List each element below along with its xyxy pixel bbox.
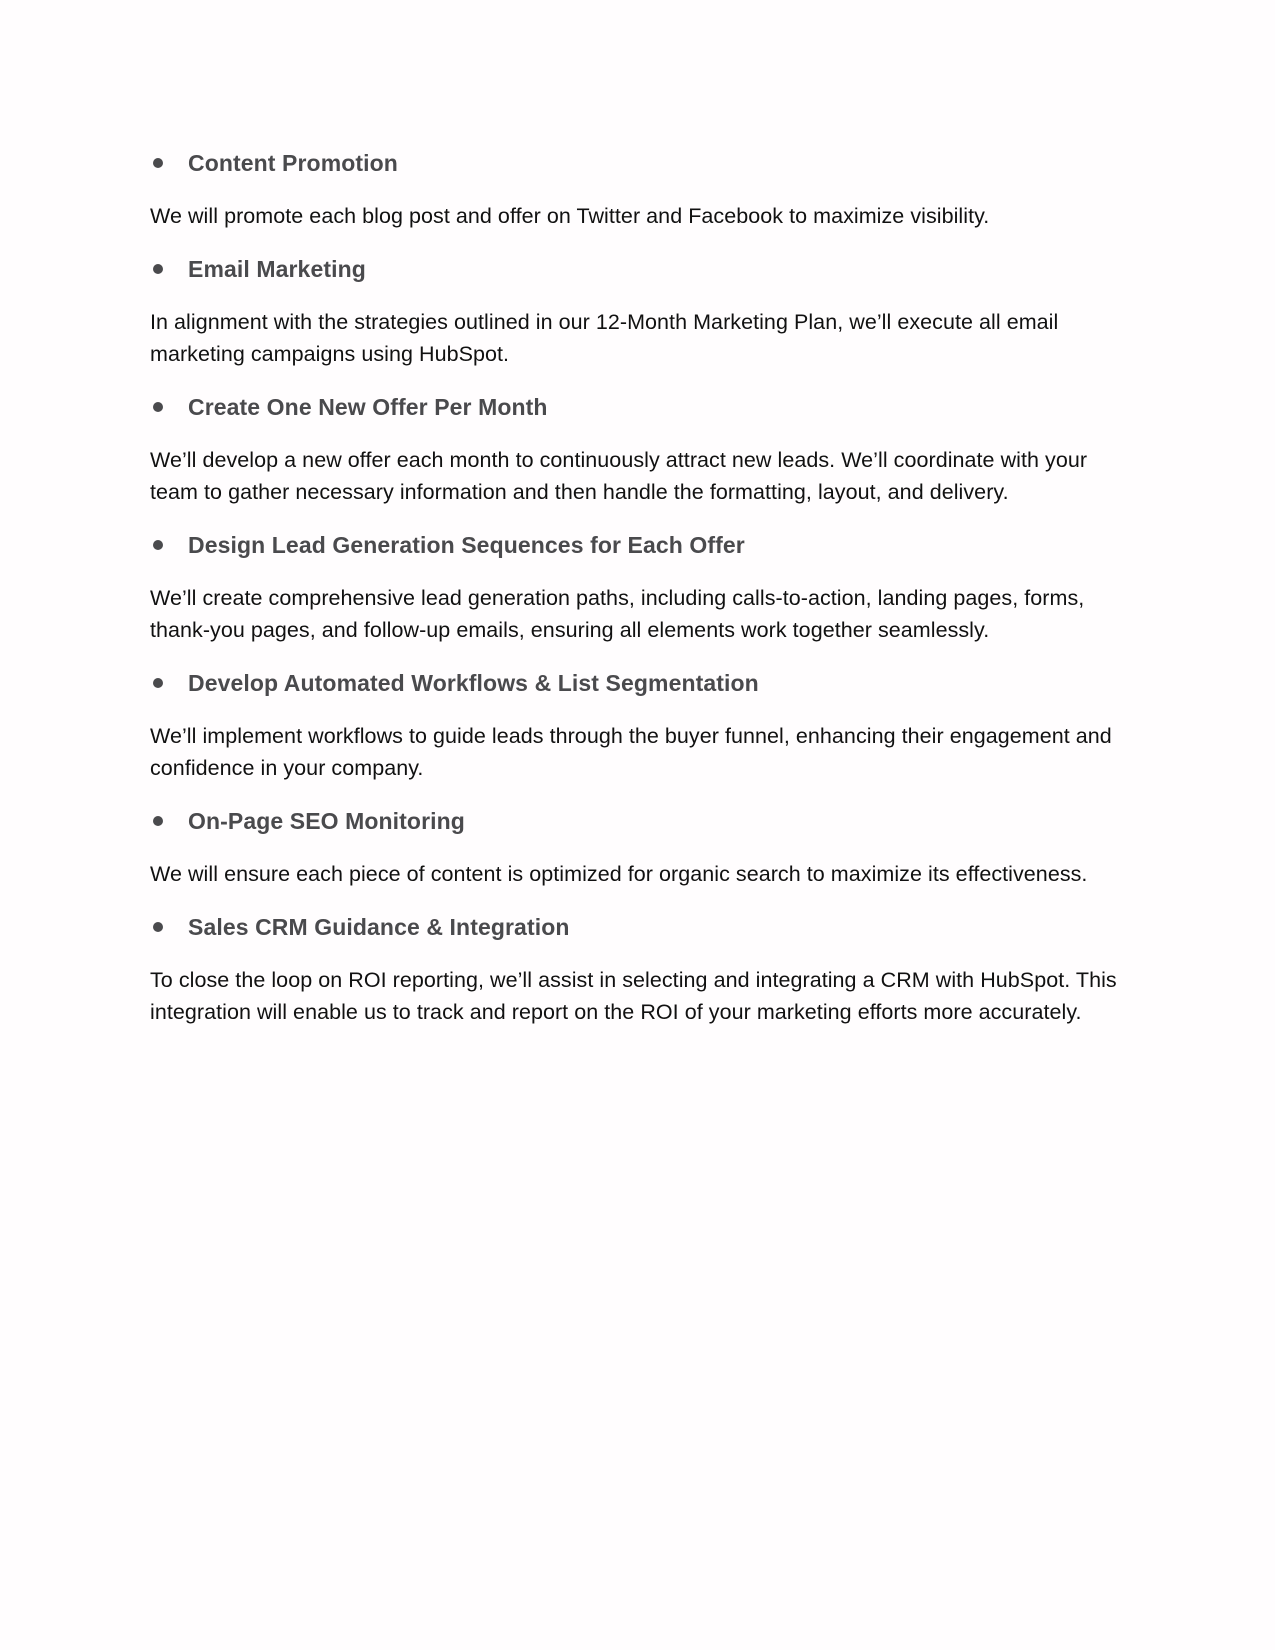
- section-body: We will ensure each piece of content is optimized for organic search to maximize its effectiveness.: [150, 862, 1088, 886]
- section-seo-monitoring: [150, 804, 1130, 890]
- document-content: [150, 146, 1130, 1048]
- bullet-icon: [153, 540, 163, 550]
- section-body: In alignment with the strategies outlined in our 12-Month Marketing Plan, we’ll execute all email marketing campaigns using HubSpot.: [150, 310, 1059, 366]
- section-heading-text: Sales CRM Guidance & Integration: [188, 913, 570, 940]
- bullet-icon: [153, 402, 163, 412]
- section-heading-text: Create One New Offer Per Month: [188, 393, 548, 420]
- section-heading-text: Email Marketing: [188, 255, 366, 282]
- section-heading-text: Design Lead Generation Sequences for Each Offer: [188, 531, 745, 558]
- section-new-offer: [150, 390, 1130, 508]
- section-heading: [150, 252, 1130, 286]
- section-crm-integration: [150, 910, 1130, 1028]
- section-heading-text: Content Promotion: [188, 149, 398, 176]
- section-heading-text: On-Page SEO Monitoring: [188, 807, 465, 834]
- section-heading-text: Develop Automated Workflows & List Segmentation: [188, 669, 759, 696]
- section-body: We will promote each blog post and offer on Twitter and Facebook to maximize visibility.: [150, 204, 990, 228]
- section-email-marketing: [150, 252, 1130, 370]
- bullet-icon: [153, 922, 163, 932]
- bullet-icon: [153, 816, 163, 826]
- section-content-promotion: [150, 146, 1130, 232]
- section-body: To close the loop on ROI reporting, we’ll assist in selecting and integrating a CRM with HubSpot. This integration will enable us to track and report on the ROI of your marketing efforts more accurately.: [150, 968, 1117, 1024]
- bullet-icon: [153, 158, 163, 168]
- section-body: We’ll create comprehensive lead generation paths, including calls-to-action, landing pages, forms, thank-you pages, and follow-up emails, ensuring all elements work together seamlessly.: [150, 586, 1085, 642]
- section-heading: [150, 804, 1130, 838]
- bullet-icon: [153, 678, 163, 688]
- section-heading: [150, 528, 1130, 562]
- section-heading: [150, 666, 1130, 700]
- section-body: We’ll implement workflows to guide leads through the buyer funnel, enhancing their engagement and confidence in your company.: [150, 724, 1112, 780]
- section-heading: [150, 910, 1130, 944]
- section-body: We’ll develop a new offer each month to continuously attract new leads. We’ll coordinate with your team to gather necessary information and then handle the formatting, layout, and delivery.: [150, 448, 1088, 504]
- section-lead-generation: [150, 528, 1130, 646]
- section-heading: [150, 146, 1130, 180]
- section-workflows: [150, 666, 1130, 784]
- bullet-icon: [153, 264, 163, 274]
- section-heading: [150, 390, 1130, 424]
